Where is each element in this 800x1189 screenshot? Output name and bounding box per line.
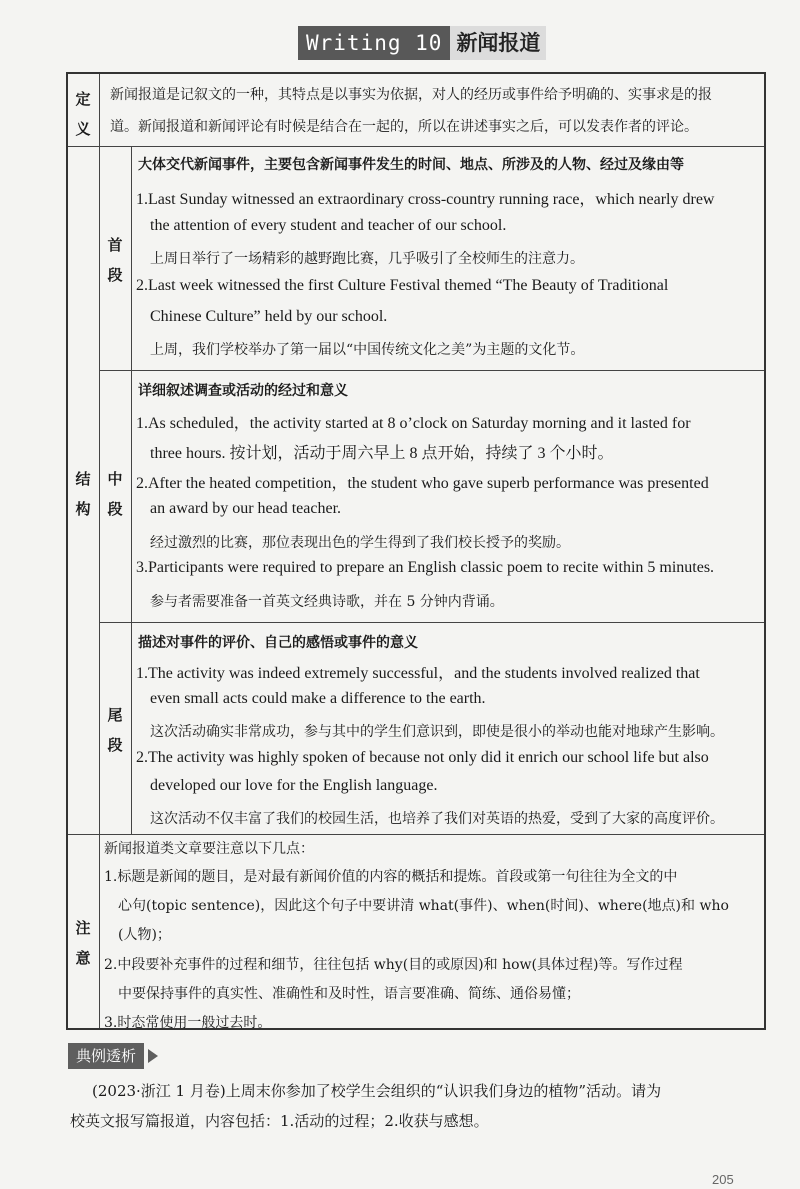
middle-example-1-cont: three hours. 按计划，活动于周六早上 8 点开始，持续了 3 个小时。	[150, 445, 614, 462]
notes-intro: 新闻报道类文章要注意以下几点：	[104, 841, 314, 857]
row-divider-middle	[100, 622, 764, 623]
notes-label: 注 意	[75, 919, 91, 967]
opening-example-1-cont: the attention of every student and teacher of our school.	[150, 217, 507, 234]
ending-heading: 描述对事件的评价、自己的感悟或事件的意义	[138, 635, 418, 651]
note-3: 3.时态常使用一般过去时。	[104, 1015, 272, 1031]
note-2-line-1: 2.中段要补充事件的过程和细节，往往包括 why(目的或原因)和 how(具体过程)等。写作过程	[104, 957, 683, 973]
middle-example-2-cn: 经过激烈的比赛，那位表现出色的学生得到了我们校长授予的奖励。	[150, 535, 570, 551]
ending-example-2-cn: 这次活动不仅丰富了我们的校园生活，也培养了我们对英语的热爱，受到了大家的高度评价。	[150, 811, 724, 827]
middle-example-3-cn: 参与者需要准备一首英文经典诗歌，并在 5 分钟内背诵。	[150, 594, 504, 610]
definition-line-1: 新闻报道是记叙文的一种，其特点是以事实为依据，对人的经历或事件给予明确的、实事求是的报	[110, 87, 712, 103]
example-prompt-line-1: (2023·浙江 1 月卷)上周末你参加了校学生会组织的“认识我们身边的植物”活动。请为	[92, 1082, 662, 1100]
row-divider-notes	[68, 834, 764, 835]
opening-example-2: 2.Last week witnessed the first Culture Festival themed “The Beauty of Traditional	[136, 277, 669, 294]
middle-label: 中 段	[107, 470, 123, 518]
title-chinese: 新闻报道	[450, 26, 546, 60]
tag-arrow-icon	[148, 1049, 158, 1063]
middle-example-2: 2.After the heated competition，the student who gave superb performance was presented	[136, 475, 709, 492]
opening-example-2-cont: Chinese Culture” held by our school.	[150, 308, 388, 325]
structure-label: 结 构	[75, 470, 91, 518]
note-1-line-3: (人物)；	[118, 927, 171, 943]
note-1-line-1: 1.标题是新闻的题目，是对最有新闻价值的内容的概括和提炼。首段或第一句往往为全文的中	[104, 869, 678, 885]
middle-example-3: 3.Participants were required to prepare an English classic poem to recite within 5 minutes.	[136, 559, 715, 576]
opening-example-1: 1.Last Sunday witnessed an extraordinary cross-country running race，which nearly drew	[136, 191, 715, 208]
example-tag: 典例透析	[68, 1043, 144, 1069]
opening-example-2-cn: 上周，我们学校举办了第一届以“中国传统文化之美”为主题的文化节。	[150, 342, 585, 358]
ending-example-2-cont: developed our love for the English language.	[150, 777, 438, 794]
definition-label: 定 义	[75, 90, 91, 138]
ending-example-1: 1.The activity was indeed extremely successful，and the students involved realized that	[136, 665, 700, 682]
note-2-line-2: 中要保持事件的真实性、准确性和及时性，语言要准确、简练、通俗易懂；	[118, 986, 580, 1002]
ending-example-2: 2.The activity was highly spoken of because not only did it enrich our school life but also	[136, 749, 709, 766]
middle-example-2-cont: an award by our head teacher.	[150, 500, 342, 517]
page-number: 205	[712, 1172, 734, 1187]
page-title	[298, 26, 546, 60]
example-prompt-line-2: 校英文报写篇报道，内容包括：1.活动的过程；2.收获与感想。	[70, 1112, 489, 1130]
definition-line-2: 道。新闻报道和新闻评论有时候是结合在一起的，所以在讲述事实之后，可以发表作者的评论。	[110, 119, 698, 135]
row-divider-opening	[100, 370, 764, 371]
note-1-line-2: 心句(topic sentence)，因此这个句子中要讲清 what(事件)、when(时间)、where(地点)和 who	[118, 898, 729, 914]
opening-label: 首 段	[107, 236, 123, 284]
label-column-divider	[68, 74, 100, 1028]
middle-example-1: 1.As scheduled，the activity started at 8 o’clock on Saturday morning and it lasted for	[136, 415, 691, 432]
ending-example-1-cn: 这次活动确实非常成功，参与其中的学生们意识到，即使是很小的举动也能对地球产生影响。	[150, 724, 724, 740]
opening-example-1-cn: 上周日举行了一场精彩的越野跑比赛，几乎吸引了全校师生的注意力。	[150, 251, 584, 267]
opening-heading: 大体交代新闻事件，主要包含新闻事件发生的时间、地点、所涉及的人物、经过及缘由等	[138, 157, 684, 173]
row-divider-definition	[68, 146, 764, 147]
title-english: Writing 10	[298, 26, 450, 60]
ending-example-1-cont: even small acts could make a difference to the earth.	[150, 690, 486, 707]
middle-heading: 详细叙述调查或活动的经过和意义	[138, 383, 348, 399]
ending-label: 尾 段	[107, 706, 123, 754]
